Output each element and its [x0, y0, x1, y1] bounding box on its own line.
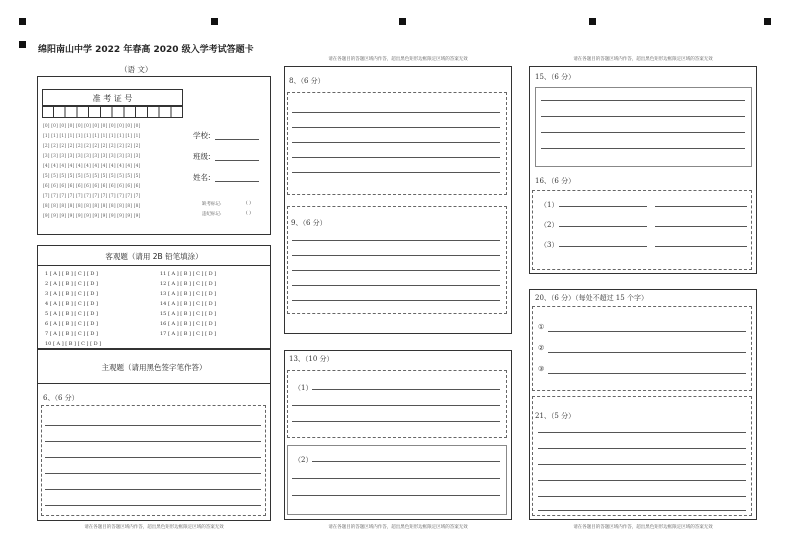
zone-note: 请在各题目的答题区域内作答，超出黑色矩形边框限定区域的答案无效: [84, 525, 224, 530]
subjective-header: [37, 349, 271, 384]
answer-line[interactable]: [45, 441, 261, 442]
q9-label: 9、（6 分）: [291, 219, 327, 227]
answer-line[interactable]: [538, 496, 746, 497]
objective-row[interactable]: 10 [ A ] [ B ] [ C ] [ D ]: [45, 341, 102, 347]
zone-note: 请在各题目的答题区域内作答，超出黑色矩形边框限定区域的答案无效: [328, 57, 468, 62]
class-label: 班级:: [193, 152, 211, 161]
answer-line[interactable]: [559, 206, 647, 207]
zone-note: 请在各题目的答题区域内作答，超出黑色矩形边框限定区域的答案无效: [573, 525, 713, 530]
q8-label: 8、（6 分）: [289, 77, 325, 85]
answer-line[interactable]: [45, 457, 261, 458]
objective-row[interactable]: 7 [ A ] [ B ] [ C ] [ D ]: [45, 331, 98, 337]
answer-line[interactable]: [292, 405, 500, 406]
exam-id-header: [42, 89, 183, 106]
q20-1-label: ①: [538, 323, 545, 331]
bubble-row-8[interactable]: [8] [8] [8] [8] [8] [8] [8] [8] [8] [8] [8] [8]: [43, 204, 141, 209]
answer-line[interactable]: [292, 270, 500, 271]
answer-line[interactable]: [538, 432, 746, 433]
objective-row[interactable]: 12 [ A ] [ B ] [ C ] [ D ]: [160, 281, 217, 287]
q9-answer-zone[interactable]: [287, 206, 507, 314]
answer-line[interactable]: [559, 226, 647, 227]
school-field[interactable]: [215, 139, 259, 140]
bubble-row-3[interactable]: [3] [3] [3] [3] [3] [3] [3] [3] [3] [3] [3] [3]: [43, 154, 141, 159]
q16-2-label: （2）: [540, 221, 559, 229]
registration-mark: [399, 18, 406, 25]
answer-line[interactable]: [292, 172, 500, 173]
objective-row[interactable]: 15 [ A ] [ B ] [ C ] [ D ]: [160, 311, 217, 317]
absent-mark-box[interactable]: ( ): [246, 201, 251, 206]
answer-line[interactable]: [655, 226, 747, 227]
bubble-row-6[interactable]: [6] [6] [6] [6] [6] [6] [6] [6] [6] [6] [6] [6]: [43, 184, 141, 189]
objective-row[interactable]: 14 [ A ] [ B ] [ C ] [ D ]: [160, 301, 217, 307]
bubble-row-0[interactable]: [0] [0] [0] [0] [0] [0] [0] [0] [0] [0] [0] [0]: [43, 124, 141, 129]
objective-header: [37, 245, 271, 266]
objective-row[interactable]: 16 [ A ] [ B ] [ C ] [ D ]: [160, 321, 217, 327]
answer-line[interactable]: [655, 206, 747, 207]
bubble-row-7[interactable]: [7] [7] [7] [7] [7] [7] [7] [7] [7] [7] [7] [7]: [43, 194, 141, 199]
answer-line[interactable]: [292, 157, 500, 158]
answer-line[interactable]: [292, 112, 500, 113]
answer-line[interactable]: [312, 461, 500, 462]
q16-answer-zone[interactable]: [532, 190, 752, 270]
registration-mark: [19, 41, 26, 48]
answer-line[interactable]: [292, 495, 500, 496]
answer-line[interactable]: [292, 478, 500, 479]
objective-row[interactable]: 3 [ A ] [ B ] [ C ] [ D ]: [45, 291, 98, 297]
objective-row[interactable]: 17 [ A ] [ B ] [ C ] [ D ]: [160, 331, 217, 337]
bubble-row-2[interactable]: [2] [2] [2] [2] [2] [2] [2] [2] [2] [2] [2] [2]: [43, 144, 141, 149]
violation-mark-box[interactable]: ( ): [246, 211, 251, 216]
answer-line[interactable]: [292, 240, 500, 241]
answer-line[interactable]: [312, 389, 500, 390]
bubble-row-9[interactable]: [9] [9] [9] [9] [9] [9] [9] [9] [9] [9] [9] [9]: [43, 214, 141, 219]
answer-line[interactable]: [45, 473, 261, 474]
answer-line[interactable]: [45, 489, 261, 490]
answer-line[interactable]: [541, 148, 745, 149]
q13-1-label: （1）: [294, 384, 313, 392]
q15-answer-zone[interactable]: [535, 87, 752, 167]
bubble-row-1[interactable]: [1] [1] [1] [1] [1] [1] [1] [1] [1] [1] [1] [1]: [43, 134, 141, 139]
answer-line[interactable]: [541, 132, 745, 133]
q15-label: 15、（6 分）: [535, 73, 576, 81]
bubble-row-5[interactable]: [5] [5] [5] [5] [5] [5] [5] [5] [5] [5] [5] [5]: [43, 174, 141, 179]
q6-label: 6、（6 分）: [43, 394, 79, 402]
answer-line[interactable]: [292, 127, 500, 128]
q8-answer-zone[interactable]: [287, 92, 507, 195]
q16-label: 16、（6 分）: [535, 177, 576, 185]
subjective-title: 主观题（请用黑色签字笔作答）: [101, 363, 207, 372]
answer-line[interactable]: [45, 425, 261, 426]
answer-line[interactable]: [559, 246, 647, 247]
answer-line[interactable]: [292, 300, 500, 301]
school-label: 学校:: [193, 131, 211, 140]
registration-mark: [211, 18, 218, 25]
q16-1-label: （1）: [540, 201, 559, 209]
q16-3-label: （3）: [540, 241, 559, 249]
answer-line[interactable]: [292, 142, 500, 143]
answer-line[interactable]: [548, 331, 746, 332]
exam-id-label: 准 考 证 号: [92, 94, 133, 103]
registration-mark: [19, 18, 26, 25]
name-label: 姓名:: [193, 173, 211, 182]
answer-line[interactable]: [538, 448, 746, 449]
answer-line[interactable]: [541, 116, 745, 117]
answer-line[interactable]: [538, 480, 746, 481]
answer-line[interactable]: [548, 373, 746, 374]
zone-note: 请在各题目的答题区域内作答，超出黑色矩形边框限定区域的答案无效: [328, 525, 468, 530]
answer-line[interactable]: [292, 421, 500, 422]
q6-answer-zone[interactable]: [41, 405, 266, 516]
objective-row[interactable]: 5 [ A ] [ B ] [ C ] [ D ]: [45, 311, 98, 317]
answer-line[interactable]: [292, 285, 500, 286]
answer-line[interactable]: [45, 505, 261, 506]
q20-answer-zone[interactable]: [532, 306, 752, 391]
subject-label: （语 文）: [120, 65, 153, 74]
bubble-row-4[interactable]: [4] [4] [4] [4] [4] [4] [4] [4] [4] [4] [4] [4]: [43, 164, 141, 169]
answer-line[interactable]: [541, 100, 745, 101]
answer-line[interactable]: [538, 510, 746, 511]
q20-2-label: ②: [538, 344, 545, 352]
violation-mark-label: 违纪标记:: [202, 212, 222, 217]
absent-mark-label: 缺考标记:: [202, 202, 222, 207]
q13-2-answer-zone[interactable]: [287, 445, 507, 515]
objective-title: 客观题（请用 2B 铅笔填涂）: [105, 252, 203, 261]
registration-mark: [589, 18, 596, 25]
name-field[interactable]: [215, 181, 259, 182]
sheet-title: 绵阳南山中学 2022 年春高 2020 级入学考试答题卡: [38, 45, 254, 55]
objective-row[interactable]: 2 [ A ] [ B ] [ C ] [ D ]: [45, 281, 98, 287]
answer-line[interactable]: [548, 352, 746, 353]
q20-label: 20、（6 分）（每处不超过 15 个字）: [535, 294, 648, 302]
q21-label: 21、（5 分）: [535, 412, 576, 420]
q13-2-label: （2）: [294, 456, 313, 464]
objective-row[interactable]: 11 [ A ] [ B ] [ C ] [ D ]: [160, 271, 217, 277]
exam-id-cell-dividers: [42, 106, 183, 118]
q13-label: 13、（10 分）: [289, 355, 334, 363]
answer-line[interactable]: [292, 255, 500, 256]
class-field[interactable]: [215, 160, 259, 161]
objective-row[interactable]: 4 [ A ] [ B ] [ C ] [ D ]: [45, 301, 98, 307]
objective-row[interactable]: 13 [ A ] [ B ] [ C ] [ D ]: [160, 291, 217, 297]
objective-row[interactable]: 1 [ A ] [ B ] [ C ] [ D ]: [45, 271, 98, 277]
zone-note: 请在各题目的答题区域内作答，超出黑色矩形边框限定区域的答案无效: [573, 57, 713, 62]
q20-3-label: ③: [538, 365, 545, 373]
answer-line[interactable]: [538, 464, 746, 465]
answer-line[interactable]: [655, 246, 747, 247]
q13-1-answer-zone[interactable]: [287, 370, 507, 438]
objective-row[interactable]: 6 [ A ] [ B ] [ C ] [ D ]: [45, 321, 98, 327]
registration-mark: [764, 18, 771, 25]
